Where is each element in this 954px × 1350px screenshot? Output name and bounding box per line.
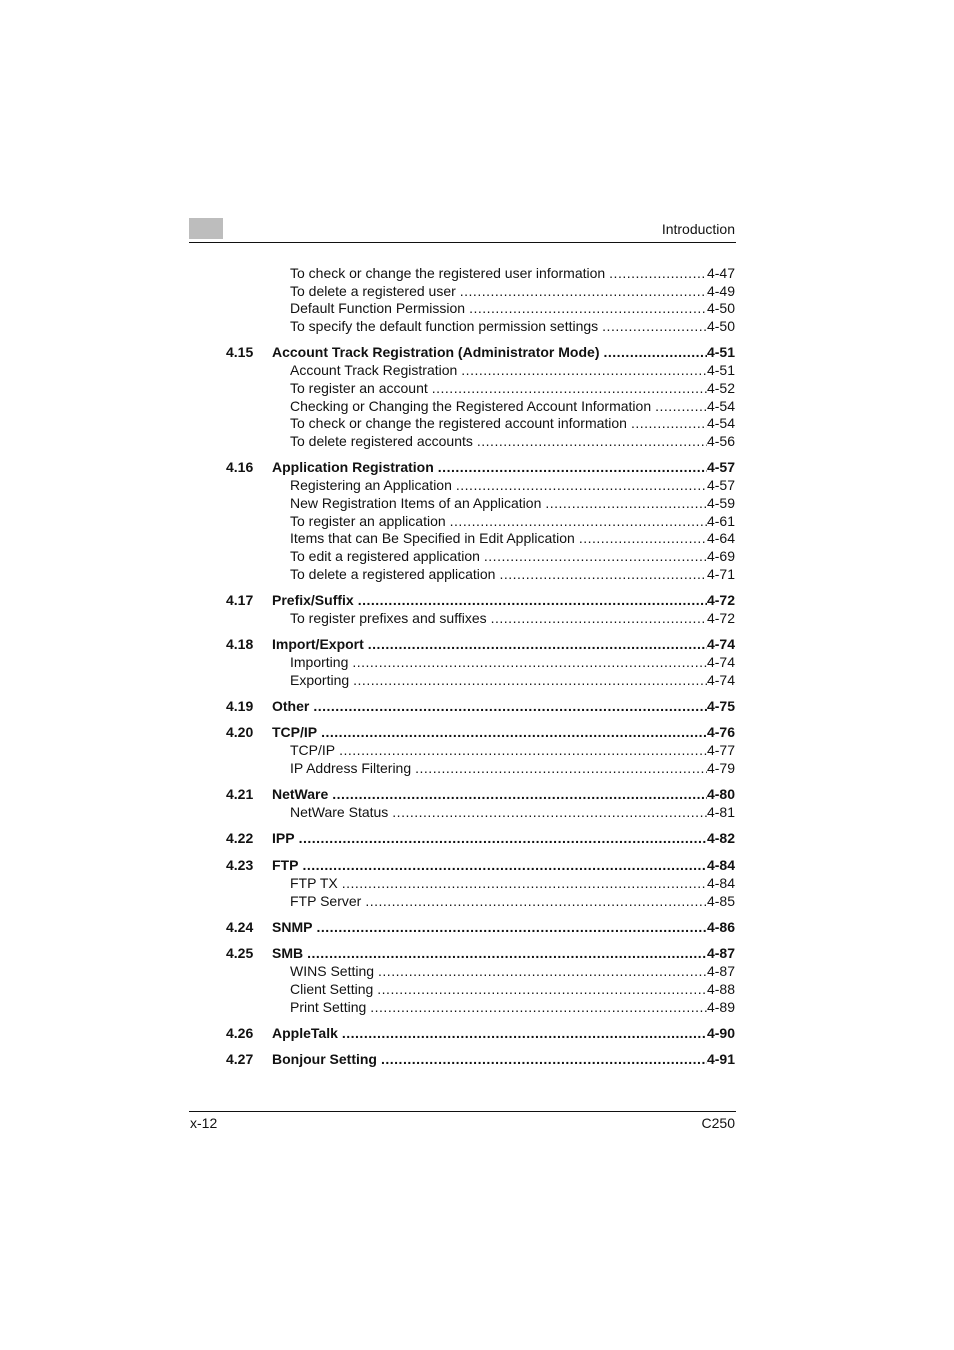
toc-entry-row <box>290 495 735 513</box>
toc-entry-page: 4-47 <box>706 265 735 281</box>
dot-leader <box>307 943 707 963</box>
toc-subentry[interactable] <box>0 566 954 584</box>
dot-leader <box>438 457 707 477</box>
toc-subentry[interactable] <box>0 760 954 778</box>
toc-subentry[interactable] <box>0 981 954 999</box>
toc-subentry[interactable] <box>0 672 954 690</box>
dot-leader <box>378 963 707 981</box>
toc-entry-row <box>290 265 735 283</box>
toc-subentry[interactable] <box>0 963 954 981</box>
dot-leader <box>339 742 707 760</box>
toc-section-number: 4.18 <box>226 636 254 652</box>
toc-entry-page: 4-85 <box>706 892 735 909</box>
dot-leader <box>603 342 706 362</box>
toc-section-entry[interactable] <box>0 943 954 963</box>
toc-entry-title: Other <box>272 697 310 714</box>
toc-section-number: 4.27 <box>226 1051 254 1068</box>
toc-section-number: 4.23 <box>226 856 254 873</box>
toc-subentry[interactable] <box>0 530 954 548</box>
toc-entry-page: 4-80 <box>706 786 735 803</box>
toc-section-entry[interactable] <box>0 722 954 742</box>
toc-entry-page: 4-74 <box>706 654 735 670</box>
toc-entry-page: 4-72 <box>706 609 735 626</box>
dot-leader <box>631 415 707 433</box>
header-rule <box>189 242 736 243</box>
toc-entry-row <box>272 784 735 804</box>
toc-entry-title: IPP <box>272 830 295 847</box>
toc-subentry[interactable] <box>0 362 954 380</box>
toc-entry-title: New Registration Items of an Application <box>290 494 542 511</box>
toc-entry-page: 4-91 <box>706 1051 735 1068</box>
toc-subentry[interactable] <box>0 999 954 1017</box>
toc-section-number: 4.21 <box>226 786 254 803</box>
toc-entry-page: 4-52 <box>706 379 735 396</box>
toc-subentry[interactable] <box>0 513 954 531</box>
toc-entry-row <box>290 380 735 398</box>
toc-entry-page: 4-71 <box>706 565 735 582</box>
toc-entry-row <box>272 1023 735 1043</box>
toc-entry-title: Print Setting <box>290 998 367 1015</box>
dot-leader <box>368 634 707 654</box>
dot-leader <box>469 300 707 318</box>
toc-section-entry[interactable] <box>0 917 954 937</box>
toc-entry-page: 4-76 <box>706 724 735 741</box>
toc-entry-title: To edit a registered application <box>290 547 480 564</box>
toc-section-entry[interactable] <box>0 590 954 610</box>
dot-leader <box>352 654 707 672</box>
toc-subentry[interactable] <box>0 804 954 822</box>
toc-entry-title: To delete a registered application <box>290 565 496 582</box>
dot-leader <box>545 495 707 513</box>
toc-subentry[interactable] <box>0 548 954 566</box>
toc-entry-page: 4-77 <box>706 742 735 759</box>
toc-entry-row <box>290 804 735 822</box>
toc-entry-row <box>272 828 735 848</box>
toc-entry-row <box>290 893 735 911</box>
toc-entry-row <box>290 530 735 548</box>
header-title: Introduction <box>661 221 735 237</box>
toc-section-entry[interactable] <box>0 696 954 716</box>
toc-entry-row <box>290 433 735 451</box>
dot-leader <box>655 398 707 416</box>
dot-leader <box>461 362 707 380</box>
toc-section-number: 4.15 <box>226 344 254 361</box>
toc-subentry[interactable] <box>0 654 954 672</box>
dot-leader <box>456 477 707 495</box>
dot-leader <box>321 722 707 742</box>
toc-entry-page: 4-57 <box>706 477 735 494</box>
toc-entry-row <box>290 654 735 672</box>
toc-entry-row <box>290 513 735 531</box>
toc-entry-page: 4-74 <box>706 636 735 652</box>
toc-entry-title: To register prefixes and suffixes <box>290 609 487 626</box>
toc-entry-title: To register an account <box>290 379 428 396</box>
toc-entry-title: AppleTalk <box>272 1024 338 1041</box>
header-tab-marker <box>189 218 223 239</box>
dot-leader <box>450 513 707 531</box>
toc-entry-row <box>290 548 735 566</box>
toc-entry-title: Account Track Registration (Administrator Mode) <box>272 344 600 361</box>
toc-subentry[interactable] <box>0 433 954 451</box>
toc-entry-page: 4-84 <box>706 874 735 891</box>
toc-entry-title: Application Registration <box>272 459 434 476</box>
toc-entry-page: 4-75 <box>706 697 735 714</box>
toc-entry-row <box>290 672 735 690</box>
dot-leader <box>491 610 707 628</box>
dot-leader <box>299 828 707 848</box>
toc-entry-page: 4-61 <box>706 512 735 529</box>
toc-entry-title: NetWare <box>272 786 329 803</box>
toc-entry-row <box>290 742 735 760</box>
toc-entry-page: 4-74 <box>706 671 735 688</box>
toc-entry-title: Client Setting <box>290 981 374 997</box>
dot-leader <box>365 893 707 911</box>
toc-entry-page: 4-57 <box>706 459 735 476</box>
toc-entry-title: SMB <box>272 945 304 962</box>
toc-section-number: 4.20 <box>226 724 254 741</box>
toc-entry-row <box>272 722 735 742</box>
toc-entry-page: 4-89 <box>706 998 735 1015</box>
dot-leader <box>609 265 707 283</box>
toc-section-entry[interactable] <box>0 855 954 875</box>
toc-entry-page: 4-87 <box>706 963 735 980</box>
toc-entry-page: 4-59 <box>706 494 735 511</box>
dot-leader <box>332 784 707 804</box>
toc-entry-row <box>290 415 735 433</box>
toc-entry-page: 4-51 <box>706 344 735 361</box>
toc-entry-row <box>272 634 735 654</box>
toc-entry-title: Registering an Application <box>290 477 452 494</box>
toc-subentry[interactable] <box>0 283 954 301</box>
toc-section-number: 4.25 <box>226 945 254 962</box>
footer-model: C250 <box>701 1115 735 1131</box>
toc-entry-page: 4-90 <box>706 1024 735 1041</box>
dot-leader <box>415 760 707 778</box>
dot-leader <box>353 672 707 690</box>
toc-section-entry[interactable] <box>0 784 954 804</box>
toc-section-number: 4.22 <box>226 830 254 847</box>
toc-subentry[interactable] <box>0 610 954 628</box>
dot-leader <box>381 1049 707 1069</box>
toc-section-entry[interactable] <box>0 1049 954 1069</box>
toc-entry-page: 4-56 <box>706 433 735 449</box>
toc-entry-title: WINS Setting <box>290 963 375 980</box>
toc-entry-page: 4-72 <box>706 591 735 608</box>
toc-entry-title: NetWare Status <box>290 804 389 821</box>
toc-entry-page: 4-49 <box>706 282 735 299</box>
toc-entry-row <box>290 610 735 628</box>
toc-subentry[interactable] <box>0 875 954 893</box>
dot-leader <box>477 433 707 451</box>
toc-entry-title: FTP <box>272 856 299 873</box>
toc-entry-title: FTP Server <box>290 892 362 909</box>
toc-section-entry[interactable] <box>0 1023 954 1043</box>
toc-entry-row <box>290 300 735 318</box>
toc-entry-page: 4-88 <box>706 981 735 997</box>
dot-leader <box>358 590 707 610</box>
toc-entry-row <box>290 999 735 1017</box>
toc-entry-page: 4-81 <box>706 804 735 821</box>
toc-subentry[interactable] <box>0 495 954 513</box>
toc-entry-row <box>290 477 735 495</box>
toc-subentry[interactable] <box>0 477 954 495</box>
toc-entry-title: FTP TX <box>290 874 338 891</box>
toc-entry-row <box>290 398 735 416</box>
toc-entry-row <box>272 590 735 610</box>
toc-entry-row <box>272 696 735 716</box>
dot-leader <box>316 917 707 937</box>
toc-section-number: 4.16 <box>226 459 254 476</box>
dot-leader <box>342 875 707 893</box>
toc-subentry[interactable] <box>0 300 954 318</box>
dot-leader <box>432 380 707 398</box>
toc-subentry[interactable] <box>0 893 954 911</box>
toc-entry-row <box>290 981 735 999</box>
toc-entry-title: To check or change the registered account information <box>290 415 627 432</box>
toc-entry-row <box>272 943 735 963</box>
toc-entry-title: SNMP <box>272 918 313 935</box>
toc-entry-title: Bonjour Setting <box>272 1051 377 1068</box>
toc-subentry[interactable] <box>0 380 954 398</box>
toc-section-number: 4.19 <box>226 697 254 714</box>
toc-entry-title: Import/Export <box>272 636 364 652</box>
toc-subentry[interactable] <box>0 265 954 283</box>
dot-leader <box>499 566 707 584</box>
dot-leader <box>370 999 707 1017</box>
toc-entry-title: Prefix/Suffix <box>272 591 354 608</box>
toc-entry-title: TCP/IP <box>272 724 318 741</box>
toc-entry-page: 4-84 <box>706 856 735 873</box>
toc-entry-title: To specify the default function permission settings <box>290 318 599 335</box>
toc-entry-title: Items that can Be Specified in Edit Application <box>290 530 575 547</box>
toc-entry-title: TCP/IP <box>290 742 336 759</box>
dot-leader <box>392 804 707 822</box>
dot-leader <box>342 1023 707 1043</box>
toc-section-entry[interactable] <box>0 634 954 654</box>
toc-section-entry[interactable] <box>0 828 954 848</box>
toc-entry-page: 4-82 <box>706 830 735 847</box>
toc-entry-page: 4-50 <box>706 300 735 317</box>
toc-entry-page: 4-64 <box>706 530 735 547</box>
toc-entry-row <box>272 1049 735 1069</box>
toc-entry-row <box>272 855 735 875</box>
table-of-contents <box>0 265 954 1069</box>
toc-subentry[interactable] <box>0 742 954 760</box>
toc-subentry[interactable] <box>0 398 954 416</box>
toc-section-entry[interactable] <box>0 342 954 362</box>
dot-leader <box>484 548 707 566</box>
toc-section-entry[interactable] <box>0 457 954 477</box>
toc-entry-row <box>290 318 735 336</box>
dot-leader <box>579 530 707 548</box>
toc-subentry[interactable] <box>0 318 954 336</box>
toc-entry-row <box>290 362 735 380</box>
toc-entry-title: To check or change the registered user information <box>290 265 606 281</box>
dot-leader <box>302 855 707 875</box>
toc-section-number: 4.17 <box>226 591 254 608</box>
toc-entry-page: 4-86 <box>706 918 735 935</box>
toc-entry-page: 4-50 <box>706 318 735 335</box>
footer-page-number: x-12 <box>190 1115 218 1131</box>
dot-leader <box>460 283 707 301</box>
dot-leader <box>602 318 707 336</box>
toc-entry-page: 4-79 <box>706 760 735 777</box>
toc-section-number: 4.24 <box>226 918 254 935</box>
toc-entry-title: Exporting <box>290 671 350 688</box>
toc-entry-title: Account Track Registration <box>290 362 458 379</box>
toc-entry-title: Importing <box>290 654 349 670</box>
toc-entry-title: To delete registered accounts <box>290 433 473 449</box>
toc-entry-row <box>290 566 735 584</box>
toc-entry-page: 4-87 <box>706 945 735 962</box>
dot-leader <box>313 696 707 716</box>
toc-entry-page: 4-54 <box>706 397 735 414</box>
toc-entry-row <box>290 963 735 981</box>
toc-entry-row <box>290 875 735 893</box>
toc-entry-title: IP Address Filtering <box>290 760 412 777</box>
toc-entry-row <box>290 760 735 778</box>
toc-entry-row <box>290 283 735 301</box>
toc-entry-row <box>272 342 735 362</box>
toc-entry-title: Default Function Permission <box>290 300 466 317</box>
toc-subentry[interactable] <box>0 415 954 433</box>
toc-entry-page: 4-51 <box>706 362 735 379</box>
toc-entry-page: 4-54 <box>706 415 735 432</box>
toc-entry-page: 4-69 <box>706 547 735 564</box>
footer-rule <box>189 1111 736 1112</box>
dot-leader <box>377 981 707 999</box>
toc-entry-row <box>272 917 735 937</box>
toc-entry-title: Checking or Changing the Registered Account Information <box>290 397 652 414</box>
toc-entry-title: To delete a registered user <box>290 282 456 299</box>
toc-entry-title: To register an application <box>290 512 446 529</box>
toc-section-number: 4.26 <box>226 1024 254 1041</box>
toc-entry-row <box>272 457 735 477</box>
